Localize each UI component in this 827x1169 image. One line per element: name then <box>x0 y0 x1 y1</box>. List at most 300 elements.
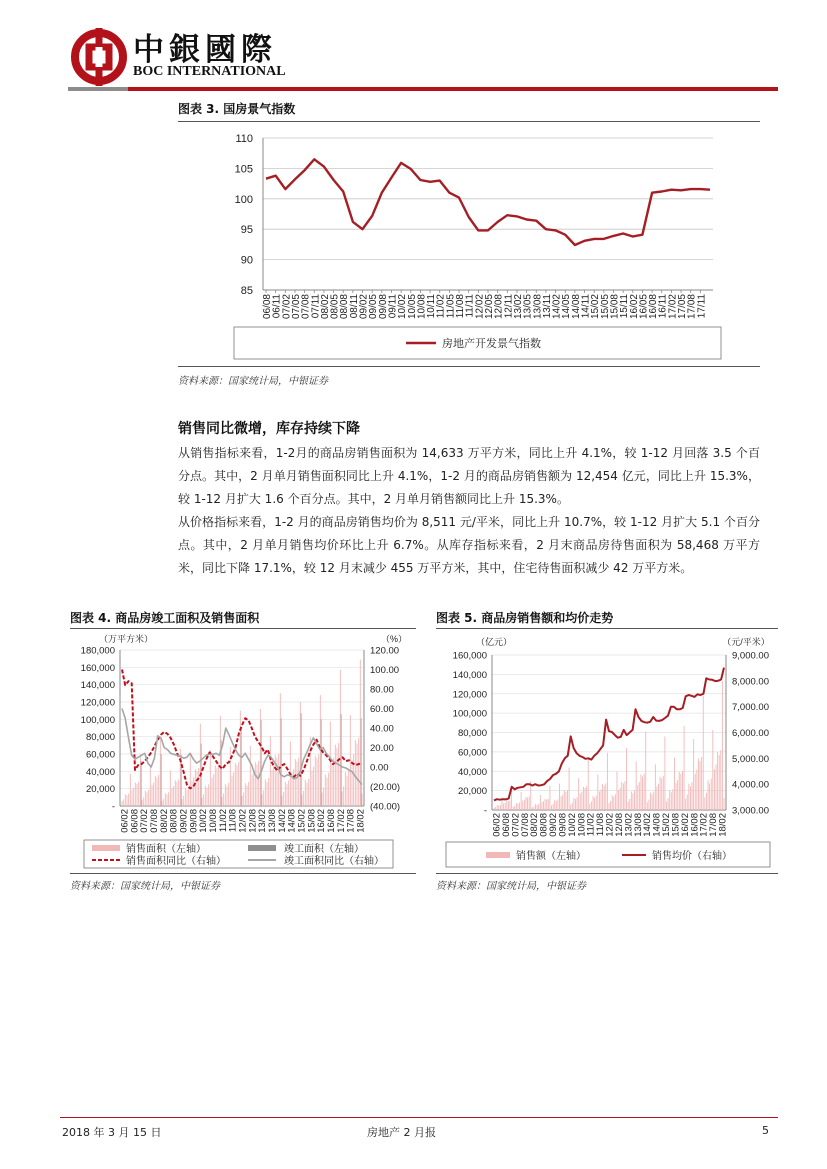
fig5-left-tick-label: 100,000 <box>452 708 487 720</box>
fig4-left-tick-label: - <box>111 801 115 813</box>
fig4-sales-area-bar <box>150 765 151 806</box>
fig5-sales-amount-bar <box>521 792 522 810</box>
fig5-sales-amount-bar <box>554 800 555 810</box>
fig4-sales-area-bar <box>318 755 319 806</box>
fig3-xtick-label: 10/11 <box>426 294 438 319</box>
fig5-left-tick-label: 160,000 <box>452 650 487 662</box>
fig5-bottom-rule <box>436 873 778 874</box>
fig4-sales-area-bar <box>122 801 123 806</box>
fig4-sales-area-bar <box>250 746 251 806</box>
fig3-title-rule <box>178 121 760 122</box>
fig4-sales-area-bar <box>302 795 303 806</box>
fig5-sales-amount-bar <box>602 784 603 810</box>
fig3-title: 图表 3. 国房景气指数 <box>178 102 296 116</box>
fig5-sales-amount-bar <box>599 792 600 810</box>
fig4-sales-area-bar <box>218 764 219 806</box>
fig5-sales-amount-bar <box>658 784 659 810</box>
fig5-sales-amount-bar <box>621 782 622 810</box>
fig3-xtick-label: 16/02 <box>628 294 640 320</box>
fig4-sales-area-bar <box>180 749 181 806</box>
fig5-sales-amount-bar <box>556 801 557 810</box>
fig4-completed-area-bar <box>361 718 362 806</box>
fig5-sales-amount-bar <box>500 805 501 810</box>
fig3-ytick-label: 105 <box>234 163 253 176</box>
fig5-sales-amount-bar <box>664 736 665 810</box>
fig3-xtick-label: 12/02 <box>474 294 486 320</box>
fig4-xtick-label: 10/08 <box>208 809 219 833</box>
fig5-sales-amount-bar <box>648 800 649 810</box>
fig3-xtick-label: 07/11 <box>310 294 322 319</box>
header-rule-gray <box>68 87 128 91</box>
fig4-sales-area-bar <box>347 776 348 806</box>
fig4-sales-area-bar <box>132 790 133 806</box>
fig5-sales-amount-bar <box>505 803 506 810</box>
fig5-sales-amount-bar <box>684 726 685 810</box>
fig5-sales-amount-bar <box>519 803 520 810</box>
fig5-right-unit: （元/平米） <box>722 637 770 647</box>
fig5-sales-amount-bar <box>564 791 565 810</box>
fig4-completed-area-bar <box>321 719 322 806</box>
fig4-sales-area-bar <box>182 799 183 806</box>
fig4-sales-area-bar <box>267 782 268 806</box>
fig3-xtick-label: 13/05 <box>522 294 534 320</box>
fig4-sales-area-bar <box>335 745 336 806</box>
fig4-sales-area-bar <box>205 786 206 806</box>
fig4-sales-area-bar <box>223 793 224 806</box>
fig4-sales-area-bar <box>175 780 176 806</box>
fig4-sales-area-bar <box>262 794 263 806</box>
fig4-sales-area-bar <box>270 736 271 806</box>
fig5-sales-amount-bar <box>570 805 571 810</box>
logo-english-name: BOC INTERNATIONAL <box>133 64 286 79</box>
fig5-sales-amount-bar <box>634 790 635 810</box>
fig5-xtick-label: 09/08 <box>557 813 569 837</box>
fig4-right-tick-label: 60.00 <box>370 704 394 715</box>
fig5-sales-amount-bar <box>712 730 713 810</box>
fig4-sales-area-bar <box>238 762 239 806</box>
fig5-sales-amount-bar <box>647 802 648 810</box>
fig4-xtick-label: 16/08 <box>326 809 337 833</box>
fig4-sales-area-bar <box>237 765 238 806</box>
fig5-sales-amount-bar <box>561 796 562 810</box>
fig3-ytick-label: 95 <box>240 224 253 237</box>
fig3-xtick-label: 10/08 <box>416 294 428 320</box>
fig4-xtick-label: 09/02 <box>178 809 190 833</box>
fig5-sales-amount-bar <box>716 764 717 810</box>
fig4-sales-area-bar <box>153 783 154 806</box>
fig3-xtick-label: 07/05 <box>290 294 302 320</box>
paragraph-price-inventory: 从价格指标来看，1-2 月的商品房销售均价为 8,511 元/平米，同比上升 10.7%，较 1-12 月扩大 5.1 个百分点。其中，2 月单月销售均价环比上升 6.7%。从库存指标来看，2 月末商品房待售面积为 58,468 万平方米，同比下降 17.1%，较 12 月末减少 455 万平方米，其中，住宅待售面积减少 42 万平方米。 <box>178 515 760 575</box>
fig3-xtick-label: 08/08 <box>339 294 351 320</box>
fig4-sales-area-bar <box>322 793 323 806</box>
fig5-xtick-label: 11/02 <box>585 813 597 837</box>
fig5-sales-amount-bar <box>637 785 638 810</box>
fig4-sales-area-bar <box>188 787 189 806</box>
fig5-sales-amount-bar <box>495 807 496 810</box>
fig4-right-unit: （%） <box>380 634 408 644</box>
fig5-sales-amount-bar <box>672 789 673 810</box>
fig5-sales-amount-bar <box>629 799 630 810</box>
fig4-sales-area-bar <box>293 769 294 806</box>
fig3-xtick-label: 11/08 <box>455 294 467 319</box>
fig4-xtick-label: 09/08 <box>188 809 200 833</box>
fig5-sales-amount-bar <box>591 802 592 810</box>
fig5-sales-amount-bar <box>514 806 515 810</box>
fig4-legend-label-sales: 销售面积（左轴） <box>126 844 206 855</box>
fig4-sales-area-bar <box>353 754 354 806</box>
fig4-sales-area-bar <box>202 798 203 806</box>
fig4-title-rule <box>70 628 416 629</box>
fig5-xtick-label: 08/08 <box>538 813 550 837</box>
fig4-sales-area-bar <box>303 791 304 806</box>
fig4-sales-area-bar <box>332 763 333 806</box>
fig4-sales-area-bar <box>210 750 211 806</box>
fig5-sales-amount-bar <box>527 798 528 810</box>
fig5-right-tick-label: 6,000.00 <box>732 728 769 739</box>
section-heading: 销售同比微增，库存持续下降 <box>178 421 360 437</box>
fig5-sales-amount-bar <box>535 804 536 810</box>
footer-page-number: 5 <box>762 1124 769 1137</box>
fig4-left-tick-label: 120,000 <box>80 697 115 709</box>
fig5-sales-amount-bar <box>633 793 634 810</box>
fig3-xtick-label: 14/05 <box>561 294 573 320</box>
fig4-left-tick-label: 160,000 <box>80 662 115 674</box>
fig5-sales-amount-bar <box>625 781 626 810</box>
fig4-legend-swatch-sales <box>92 845 120 851</box>
fig5-sales-amount-bar <box>693 739 694 810</box>
fig5-xtick-label: 14/08 <box>651 813 663 837</box>
fig4-sales-area-bar <box>228 783 229 806</box>
fig5-left-tick-label: 120,000 <box>452 689 487 701</box>
fig4-xtick-label: 16/02 <box>316 809 328 833</box>
fig4-sales-area-bar <box>325 774 326 806</box>
fig4-sales-area-bar <box>300 702 301 806</box>
fig5-sales-amount-bar <box>636 761 637 810</box>
fig3-xtick-label: 17/02 <box>667 294 679 320</box>
fig5-sales-amount-bar <box>503 803 504 810</box>
fig3-xtick-label: 11/11 <box>464 294 476 318</box>
fig4-sales-area-bar <box>263 790 264 806</box>
fig5-sales-amount-bar <box>551 805 552 810</box>
fig5-sales-amount-bar <box>586 786 587 810</box>
fig5-left-tick-label: - <box>483 805 487 817</box>
fig4-completed-area-bar <box>301 713 302 806</box>
fig4-sales-area-bar <box>187 790 188 806</box>
fig5-sales-amount-bar <box>666 801 667 810</box>
fig4-sales-area-bar <box>170 771 171 806</box>
fig5-sales-amount-bar <box>594 798 595 810</box>
fig4-completed-area-bar <box>141 761 142 806</box>
fig5-sales-amount-bar <box>513 807 514 810</box>
fig5-sales-amount-bar <box>573 798 574 810</box>
fig4-xtick-label: 08/08 <box>168 809 180 833</box>
fig4-sales-area-bar <box>260 709 261 806</box>
fig5-sales-amount-bar <box>583 787 584 810</box>
fig5-sales-amount-bar <box>711 779 712 810</box>
fig5-sales-amount-bar <box>569 767 570 810</box>
fig5-sales-amount-bar <box>688 784 689 810</box>
fig4-sales-yoy-line <box>122 670 362 789</box>
fig5-sales-amount-bar <box>668 798 669 810</box>
fig5-sales-amount-bar <box>578 778 579 810</box>
fig4-sales-area-bar <box>203 794 204 806</box>
fig3-xtick-label: 14/08 <box>570 294 582 320</box>
fig5-title-rule <box>436 628 778 629</box>
fig3-chart <box>178 124 760 366</box>
fig5-xtick-label: 17/02 <box>698 813 710 837</box>
fig3-ytick-label: 85 <box>240 285 253 297</box>
fig3-ytick-label: 90 <box>240 254 253 267</box>
fig4-xtick-label: 11/08 <box>227 809 239 833</box>
fig4-sales-area-bar <box>148 790 149 806</box>
fig4-sales-area-bar <box>343 786 344 806</box>
fig4-left-tick-label: 100,000 <box>80 714 115 726</box>
fig5-sales-amount-bar <box>543 801 544 810</box>
fig3-ytick-label: 100 <box>234 193 253 206</box>
fig5-sales-amount-bar <box>593 796 594 810</box>
fig4-sales-area-bar <box>307 783 308 806</box>
fig5-sales-amount-bar <box>661 778 662 810</box>
fig5-left-tick-label: 80,000 <box>457 728 487 739</box>
fig4-legend-label-completed-yoy: 竣工面积同比（右轴） <box>284 856 384 867</box>
fig3-xtick-label: 15/02 <box>590 294 602 320</box>
fig3-xtick-label: 07/02 <box>281 294 293 320</box>
fig5-sales-amount-bar <box>538 804 539 810</box>
fig3-xtick-label: 09/02 <box>358 294 370 320</box>
fig4-sales-area-bar <box>198 768 199 806</box>
fig4-sales-area-bar <box>265 779 266 806</box>
fig4-sales-area-bar <box>200 724 201 806</box>
fig4-sales-area-bar <box>272 770 273 806</box>
fig5-sales-amount-bar <box>609 803 610 810</box>
fig4-completed-area-bar <box>241 729 242 806</box>
fig4-sales-area-bar <box>220 716 221 806</box>
fig5-sales-amount-bar <box>585 788 586 810</box>
fig5-sales-amount-bar <box>498 806 499 810</box>
fig3-xtick-label: 08/02 <box>319 294 331 320</box>
fig5-sales-amount-bar <box>700 761 701 810</box>
fig4-left-tick-label: 40,000 <box>85 766 115 778</box>
fig5-xtick-label: 09/02 <box>548 813 559 837</box>
fig4-sales-area-bar <box>248 782 249 806</box>
fig3-ytick-label: 110 <box>235 133 253 145</box>
fig4-sales-area-bar <box>163 799 164 806</box>
fig4-right-tick-label: 100.00 <box>370 665 400 676</box>
fig5-sales-amount-bar <box>605 783 606 810</box>
fig3-xtick-label: 11/02 <box>435 294 447 319</box>
fig3-xtick-label: 11/05 <box>445 294 457 319</box>
fig4-sales-area-bar <box>268 778 269 806</box>
fig3-xtick-label: 17/08 <box>686 294 698 320</box>
fig4-sales-area-bar <box>328 773 329 806</box>
fig4-sales-area-bar <box>143 797 144 806</box>
fig5-sales-amount-bar <box>575 799 576 810</box>
fig5-sales-amount-bar <box>618 790 619 810</box>
fig5-sales-amount-bar <box>663 776 664 810</box>
fig4-sales-area-bar <box>273 766 274 806</box>
fig4-xtick-label: 13/02 <box>257 809 269 833</box>
fig5-sales-amount-bar <box>497 805 498 810</box>
fig4-sales-area-bar <box>313 767 314 806</box>
fig5-sales-amount-bar <box>533 806 534 810</box>
fig5-sales-amount-bar <box>589 804 590 810</box>
fig5-sales-amount-bar <box>494 808 495 810</box>
fig4-sales-area-bar <box>253 771 254 806</box>
fig5-sales-amount-bar <box>610 801 611 810</box>
fig5-sales-amount-bar <box>522 801 523 810</box>
fig5-xtick-label: 14/02 <box>642 813 654 837</box>
fig5-xtick-label: 06/08 <box>500 813 512 837</box>
fig3-xtick-label: 13/08 <box>532 294 544 320</box>
fig5-avg-price-line <box>494 668 724 801</box>
fig4-sales-area-bar <box>233 772 234 806</box>
fig4-xtick-label: 17/02 <box>335 809 347 833</box>
fig3-xtick-label: 09/11 <box>387 294 399 319</box>
fig4-sales-area-bar <box>185 788 186 806</box>
fig4-sales-area-bar <box>123 799 124 806</box>
fig4-sales-area-bar <box>127 795 128 806</box>
fig5-sales-amount-bar <box>510 801 511 810</box>
fig4-sales-area-bar <box>137 784 138 806</box>
fig4-xtick-label: 12/02 <box>237 809 249 833</box>
fig3-xtick-label: 15/08 <box>609 294 621 320</box>
fig4-sales-area-bar <box>315 756 316 806</box>
fig4-sales-area-bar <box>305 780 306 806</box>
fig4-left-tick-label: 140,000 <box>80 680 115 692</box>
fig5-sales-amount-bar <box>511 790 512 810</box>
fig4-sales-area-bar <box>145 791 146 806</box>
fig3-xtick-label: 06/08 <box>262 294 273 320</box>
fig3-xtick-label: 07/08 <box>300 294 312 320</box>
fig4-sales-area-bar <box>183 796 184 806</box>
fig4-completed-area-bar <box>181 755 182 806</box>
fig5-sales-amount-bar <box>597 775 598 810</box>
fig5-sales-amount-bar <box>615 794 616 810</box>
fig5-sales-amount-bar <box>639 782 640 810</box>
fig5-xtick-label: 18/02 <box>717 813 729 837</box>
fig5-left-tick-label: 40,000 <box>457 766 487 778</box>
fig4-sales-area-bar <box>245 783 246 806</box>
fig4-sales-area-bar <box>247 786 248 806</box>
fig4-right-tick-label: 40.00 <box>370 723 394 735</box>
fig4-sales-area-bar <box>172 788 173 806</box>
fig4-right-tick-label: 120.00 <box>370 645 400 657</box>
fig5-sales-amount-bar <box>549 786 550 810</box>
fig5-sales-amount-bar <box>612 795 613 810</box>
fig4-sales-area-bar <box>160 739 161 806</box>
fig4-xtick-label: 14/02 <box>276 809 288 833</box>
fig5-sales-amount-bar <box>676 783 677 810</box>
fig4-sales-area-bar <box>323 788 324 806</box>
fig3-xtick-label: 15/05 <box>599 294 611 320</box>
fig4-right-tick-label: 20.00 <box>370 743 394 754</box>
fig4-sales-area-bar <box>298 758 299 806</box>
fig4-sales-area-bar <box>252 775 253 806</box>
fig5-sales-amount-bar <box>607 753 608 810</box>
fig4-sales-area-bar <box>190 755 191 806</box>
fig5-xtick-label: 13/08 <box>632 813 644 837</box>
fig5-chart <box>436 630 778 872</box>
fig3-xtick-label: 16/11 <box>657 294 669 319</box>
fig4-sales-area-bar <box>282 796 283 806</box>
fig3-bottom-rule <box>178 366 760 367</box>
fig5-sales-amount-bar <box>703 696 704 810</box>
fig3-xtick-label: 09/08 <box>377 294 389 320</box>
fig3-xtick-label: 13/02 <box>512 294 524 320</box>
fig5-sales-amount-bar <box>640 775 641 810</box>
fig4-sales-area-bar <box>288 780 289 806</box>
fig5-sales-amount-bar <box>685 799 686 810</box>
fig5-left-unit: （亿元） <box>475 637 513 647</box>
fig5-sales-amount-bar <box>679 772 680 810</box>
fig4-source: 资料来源：国家统计局，中银证券 <box>70 881 220 892</box>
fig5-xtick-label: 08/02 <box>529 813 541 837</box>
fig4-sales-area-bar <box>165 793 166 806</box>
fig4-sales-area-bar <box>342 792 343 806</box>
fig5-sales-amount-bar <box>626 748 627 810</box>
fig4-xtick-label: 10/02 <box>198 809 210 833</box>
fig5-sales-amount-bar <box>581 792 582 810</box>
fig5-sales-amount-bar <box>596 796 597 810</box>
fig5-sales-amount-bar <box>644 774 645 810</box>
fig5-sales-amount-bar <box>671 792 672 810</box>
fig5-sales-amount-bar <box>677 780 678 810</box>
fig4-sales-area-bar <box>193 777 194 806</box>
fig5-legend-swatch-amount <box>486 852 510 858</box>
fig4-sales-area-bar <box>235 763 236 806</box>
fig4-completed-area-bar <box>281 718 282 806</box>
fig4-sales-area-bar <box>178 780 179 806</box>
fig4-sales-area-bar <box>310 737 311 806</box>
fig5-sales-amount-bar <box>674 758 675 810</box>
fig4-sales-area-bar <box>197 771 198 806</box>
fig5-sales-amount-bar <box>680 774 681 810</box>
fig4-left-tick-label: 60,000 <box>85 749 115 761</box>
fig3-xtick-label: 16/05 <box>638 294 650 320</box>
fig5-sales-amount-bar <box>724 798 725 810</box>
fig5-legend-label-price: 销售均价（右轴） <box>652 851 732 862</box>
fig4-xtick-label: 08/02 <box>158 809 170 833</box>
fig4-sales-area-bar <box>330 722 331 806</box>
fig5-sales-amount-bar <box>516 803 517 810</box>
fig5-sales-amount-bar <box>567 790 568 810</box>
fig5-sales-amount-bar <box>669 790 670 810</box>
fig5-xtick-label: 16/08 <box>689 813 701 837</box>
fig4-sales-area-bar <box>350 715 351 806</box>
fig5-sales-amount-bar <box>701 757 702 810</box>
fig5-sales-amount-bar <box>565 792 566 810</box>
fig5-sales-amount-bar <box>548 799 549 810</box>
fig4-xtick-label: 15/08 <box>306 809 318 833</box>
fig4-xtick-label: 06/08 <box>129 809 141 833</box>
fig4-sales-area-bar <box>168 792 169 806</box>
fig4-right-tick-label: (20.00) <box>370 782 401 793</box>
fig5-sales-amount-bar <box>687 795 688 810</box>
fig5-left-tick-label: 140,000 <box>452 669 487 681</box>
fig4-completed-area-bar <box>341 714 342 806</box>
fig5-sales-amount-bar <box>601 789 602 810</box>
fig5-sales-amount-bar <box>553 804 554 810</box>
fig4-xtick-label: 06/02 <box>119 809 131 833</box>
fig4-legend-label-sales-yoy: 销售面积同比（右轴） <box>126 856 226 867</box>
boc-logo-icon <box>70 28 128 86</box>
footer-date: 2018 年 3 月 15 日 <box>62 1126 162 1139</box>
fig5-sales-amount-bar <box>645 732 646 810</box>
fig5-legend-label-amount: 销售额（左轴） <box>516 851 586 862</box>
fig5-left-tick-label: 60,000 <box>457 747 487 759</box>
fig5-xtick-label: 16/02 <box>679 813 691 837</box>
fig5-sales-amount-bar <box>660 777 661 810</box>
